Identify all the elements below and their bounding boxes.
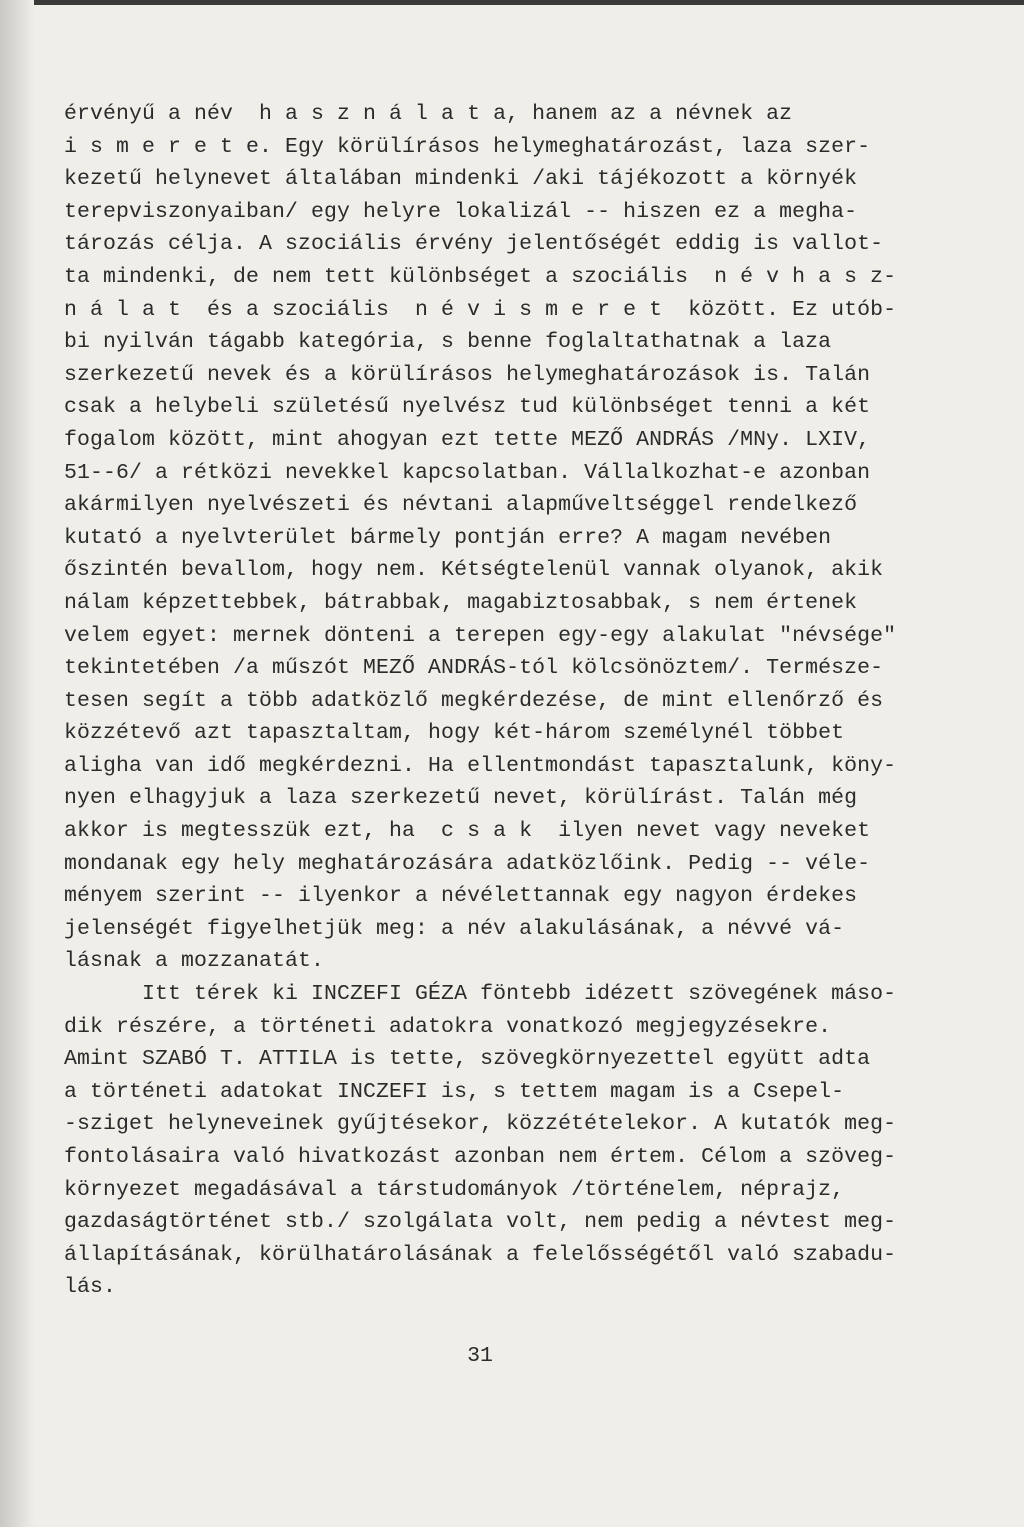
text-line: nálam képzettebbek, bátrabbak, magabiztosabbak, s nem értenek	[64, 590, 858, 615]
text-line: őszintén bevallom, hogy nem. Kétségtelenül vannak olyanok, akik	[64, 558, 884, 583]
text-line: terepviszonyaiban/ egy helyre lokalizál -- hiszen ez a megha-	[64, 199, 858, 224]
text-line: velem egyet: mernek dönteni a terepen egy-egy alakulat "névsége"	[64, 623, 897, 648]
page-number: 31	[467, 1344, 493, 1368]
text-line: n á l a t és a szociális n é v i s m e r e t között. Ez utób-	[64, 297, 897, 322]
text-line: fogalom között, mint ahogyan ezt tette MEZŐ ANDRÁS /MNy. LXIV,	[64, 427, 871, 452]
text-line: fontolásaira való hivatkozást azonban nem értem. Célom a szöveg-	[64, 1145, 897, 1169]
text-line: kezetű helynevet általában mindenki /aki tájékozott a környék	[64, 167, 858, 192]
text-line: közzétevő azt tapasztaltam, hogy két-három személynél többet	[64, 721, 845, 746]
text-line: csak a helybeli születésű nyelvész tud különbséget tenni a két	[64, 395, 871, 420]
text-line: -sziget helyneveinek gyűjtésekor, közzétételekor. A kutatók meg-	[64, 1112, 897, 1137]
text-line: gazdaságtörténet stb./ szolgálata volt, nem pedig a névtest meg-	[64, 1210, 897, 1235]
text-line: dik részére, a történeti adatokra vonatkozó megjegyzésekre.	[64, 1014, 832, 1039]
text-line: szerkezetű nevek és a körülírásos helymeghatározások is. Talán	[64, 362, 871, 387]
text-line: nyen elhagyjuk a laza szerkezetű nevet, körülírást. Talán még	[64, 786, 858, 811]
text-line: i s m e r e t e. Egy körülírásos helymeghatározást, laza szer-	[64, 134, 871, 159]
text-line: bi nyilván tágabb kategória, s benne foglaltathatnak a laza	[64, 330, 832, 355]
text-line: aligha van idő megkérdezni. Ha ellentmondást tapasztalunk, köny-	[64, 753, 897, 778]
text-line: lás.	[64, 1275, 117, 1300]
text-line: lásnak a mozzanatát.	[64, 949, 325, 974]
text-line: akármilyen nyelvészeti és névtani alapműveltséggel rendelkező	[64, 493, 858, 518]
text-line: tekintetében /a műszót MEZŐ ANDRÁS-tól kölcsönöztem/. Természe-	[64, 656, 884, 681]
text-line: tározás célja. A szociális érvény jelentőségét eddig is vallot-	[64, 232, 884, 257]
text-line: mondanak egy hely meghatározására adatközlőink. Pedig -- véle-	[64, 851, 871, 876]
text-line: a történeti adatokat INCZEFI is, s tettem magam is a Csepel-	[64, 1079, 845, 1104]
text-line: Itt térek ki INCZEFI GÉZA föntebb idézett szövegének máso-	[64, 982, 897, 1007]
text-line: érvényű a név h a s z n á l a t a, hanem az a névnek az	[64, 102, 793, 126]
text-line: ményem szerint -- ilyenkor a névélettannak egy nagyon érdekes	[64, 884, 858, 909]
text-line: tesen segít a több adatközlő megkérdezése, de mint ellenőrző és	[64, 688, 884, 713]
text-line: környezet megadásával a társtudományok /történelem, néprajz,	[64, 1177, 845, 1202]
text-line: 51--6/ a rétközi nevekkel kapcsolatban. Vállalkozhat-e azonban	[64, 460, 871, 485]
text-line: állapításának, körülhatárolásának a felelősségétől való szabadu-	[64, 1242, 897, 1267]
text-line: kutató a nyelvterület bármely pontján erre? A magam nevében	[64, 525, 832, 550]
scan-binding-shadow	[0, 0, 34, 1527]
text-line: jelenségét figyelhetjük meg: a név alakulásának, a névvé vá-	[64, 916, 845, 941]
text-line: akkor is megtesszük ezt, ha c s a k ilyen nevet vagy neveket	[64, 819, 871, 844]
scan-top-edge	[0, 0, 1024, 5]
document-body	[64, 98, 944, 1304]
text-line: Amint SZABÓ T. ATTILA is tette, szövegkörnyezettel együtt adta	[64, 1047, 871, 1072]
text-line: ta mindenki, de nem tett különbséget a szociális n é v h a s z-	[64, 264, 897, 289]
